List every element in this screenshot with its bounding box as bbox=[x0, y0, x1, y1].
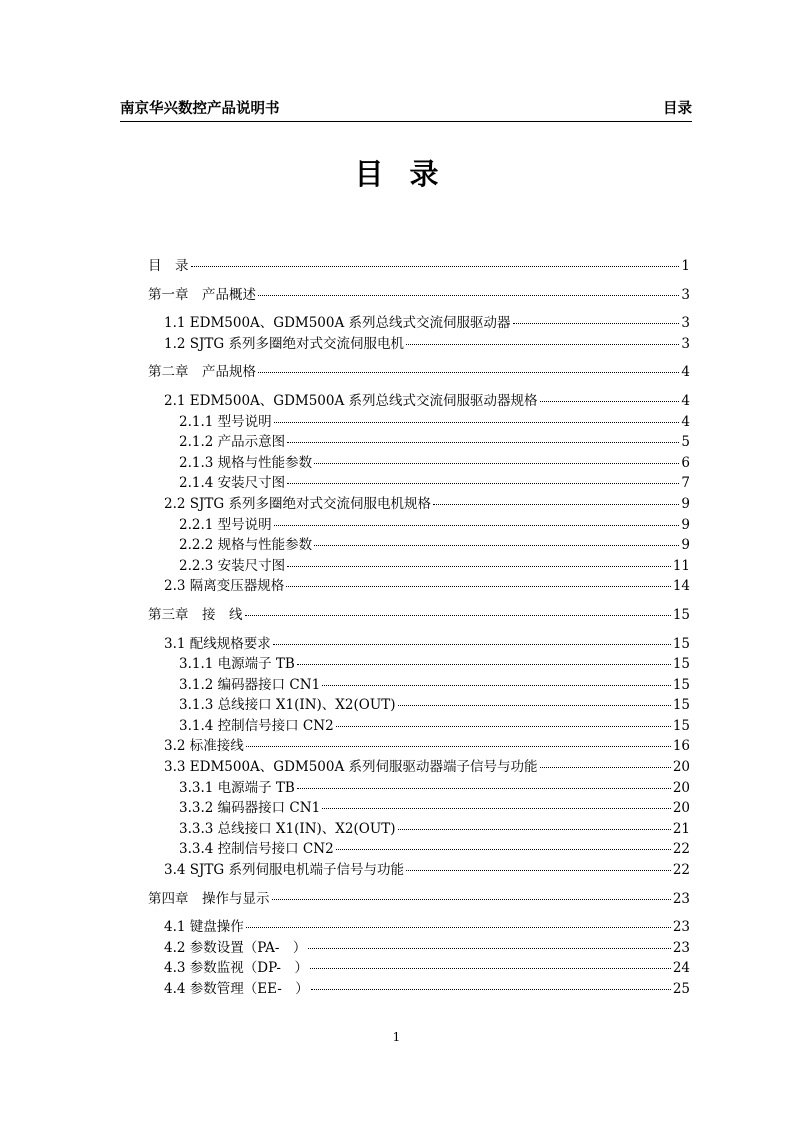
toc-entry[interactable] bbox=[148, 839, 690, 860]
toc-entry-page: 25 bbox=[672, 981, 690, 997]
toc-entry[interactable] bbox=[148, 979, 690, 1000]
toc-entry-label: 3.1 配线规格要求 bbox=[164, 635, 271, 652]
toc-leader-dots bbox=[297, 788, 671, 789]
toc-entry-page: 6 bbox=[681, 454, 690, 471]
toc-entry-label: 3.3.2 编码器接口 CN1 bbox=[179, 800, 321, 817]
toc-entry-page: 20 bbox=[672, 800, 690, 817]
toc-leader-dots bbox=[286, 586, 671, 587]
toc-entry[interactable] bbox=[148, 313, 690, 334]
toc-leader-dots bbox=[406, 870, 671, 871]
toc-entry-page: 9 bbox=[681, 516, 690, 533]
toc-entry[interactable] bbox=[148, 634, 690, 655]
toc-leader-dots bbox=[287, 442, 679, 443]
toc-entry-page: 16 bbox=[672, 738, 690, 755]
toc-entry[interactable] bbox=[148, 473, 690, 494]
toc-entry-page: 23 bbox=[672, 919, 690, 936]
toc-entry-page: 4 bbox=[681, 392, 690, 409]
toc-entry-label: 2.2.3 安装尺寸图 bbox=[179, 557, 286, 574]
toc-entry-label: 3.3.3 总线接口 X1(IN)、X2(OUT) bbox=[179, 820, 396, 837]
toc-entry[interactable] bbox=[148, 256, 690, 277]
toc-entry[interactable] bbox=[148, 391, 690, 412]
toc-entry-label: 2.2 SJTG 系列多圈绝对式交流伺服电机规格 bbox=[164, 495, 432, 512]
toc-entry-page: 4 bbox=[681, 364, 690, 381]
toc-entry[interactable] bbox=[148, 778, 690, 799]
header-document-title: 南京华兴数控产品说明书 bbox=[120, 101, 280, 117]
toc-leader-dots bbox=[274, 525, 680, 526]
toc-leader-dots bbox=[246, 927, 671, 928]
toc-entry[interactable] bbox=[148, 515, 690, 536]
toc-leader-dots bbox=[398, 705, 671, 706]
toc-entry-label: 第二章 产品规格 bbox=[148, 364, 256, 381]
toc-entry[interactable] bbox=[148, 605, 690, 626]
toc-entry-label: 3.3.4 控制信号接口 CN2 bbox=[179, 841, 334, 858]
toc-leader-dots bbox=[322, 808, 671, 809]
toc-entry-page: 1 bbox=[681, 258, 690, 274]
toc-entry[interactable] bbox=[148, 860, 690, 881]
toc-entry-page: 9 bbox=[681, 495, 690, 512]
toc-entry[interactable] bbox=[148, 453, 690, 474]
toc-leader-dots bbox=[273, 644, 671, 645]
toc-entry-label: 4.2 参数设置（PA- ） bbox=[164, 939, 307, 956]
toc-leader-dots bbox=[191, 266, 680, 267]
toc-entry-page: 5 bbox=[681, 434, 690, 451]
toc-entry-label: 1.1 EDM500A、GDM500A 系列总线式交流伺服驱动器 bbox=[164, 315, 511, 332]
toc-entry[interactable] bbox=[148, 412, 690, 433]
toc-entry-label: 3.3 EDM500A、GDM500A 系列伺服驱动器端子信号与功能 bbox=[164, 759, 538, 776]
toc-leader-dots bbox=[513, 323, 680, 324]
toc-entry-label: 2.1.3 规格与性能参数 bbox=[179, 454, 313, 471]
toc-leader-dots bbox=[272, 899, 671, 900]
toc-entry-label: 2.1.1 型号说明 bbox=[179, 413, 272, 430]
table-of-contents bbox=[148, 256, 690, 1000]
toc-entry-label: 第四章 操作与显示 bbox=[148, 890, 270, 907]
toc-entry-page: 21 bbox=[672, 820, 690, 837]
toc-entry-page: 3 bbox=[681, 286, 690, 303]
page-title: 目录 bbox=[354, 157, 465, 191]
toc-entry-page: 20 bbox=[672, 759, 690, 776]
toc-leader-dots bbox=[246, 746, 671, 747]
toc-entry-label: 3.1.1 电源端子 TB bbox=[179, 656, 295, 673]
toc-entry[interactable] bbox=[148, 695, 690, 716]
toc-entry[interactable] bbox=[148, 334, 690, 355]
toc-leader-dots bbox=[308, 948, 670, 949]
toc-entry-page: 3 bbox=[681, 335, 690, 352]
toc-leader-dots bbox=[540, 401, 680, 402]
toc-leader-dots bbox=[398, 829, 671, 830]
page-header bbox=[120, 92, 692, 122]
toc-entry[interactable] bbox=[148, 757, 690, 778]
toc-entry-label: 4.4 参数管理（EE- ） bbox=[164, 981, 309, 997]
toc-entry-page: 23 bbox=[672, 890, 690, 907]
toc-leader-dots bbox=[336, 726, 671, 727]
toc-entry-label: 1.2 SJTG 系列多圈绝对式交流伺服电机 bbox=[164, 335, 405, 352]
toc-entry[interactable] bbox=[148, 556, 690, 577]
toc-entry-label: 目 录 bbox=[148, 258, 189, 274]
toc-entry-page: 15 bbox=[672, 697, 690, 714]
toc-entry-page: 4 bbox=[681, 413, 690, 430]
toc-entry[interactable] bbox=[148, 285, 690, 306]
header-section-title: 目录 bbox=[663, 101, 692, 117]
toc-entry[interactable] bbox=[148, 432, 690, 453]
toc-entry-label: 4.1 键盘操作 bbox=[164, 919, 244, 936]
toc-entry-page: 15 bbox=[672, 656, 690, 673]
toc-leader-dots bbox=[274, 422, 680, 423]
toc-leader-dots bbox=[406, 344, 679, 345]
toc-leader-dots bbox=[314, 463, 679, 464]
toc-entry[interactable] bbox=[148, 716, 690, 737]
toc-leader-dots bbox=[287, 483, 679, 484]
toc-entry-page: 22 bbox=[672, 862, 690, 879]
toc-leader-dots bbox=[297, 664, 671, 665]
toc-entry[interactable] bbox=[148, 654, 690, 675]
toc-entry-label: 2.3 隔离变压器规格 bbox=[164, 578, 285, 595]
toc-entry-label: 3.1.2 编码器接口 CN1 bbox=[179, 676, 321, 693]
toc-entry-label: 2.2.2 规格与性能参数 bbox=[179, 537, 313, 554]
toc-entry-label: 2.1.2 产品示意图 bbox=[179, 434, 286, 451]
toc-entry-page: 11 bbox=[672, 557, 690, 574]
toc-entry-page: 15 bbox=[672, 606, 690, 623]
toc-entry-page: 15 bbox=[672, 635, 690, 652]
toc-entry-label: 3.2 标准接线 bbox=[164, 738, 244, 755]
toc-entry[interactable] bbox=[148, 798, 690, 819]
toc-entry-label: 2.1.4 安装尺寸图 bbox=[179, 475, 286, 492]
toc-entry-page: 15 bbox=[672, 717, 690, 734]
toc-entry[interactable] bbox=[148, 889, 690, 910]
toc-entry[interactable] bbox=[148, 675, 690, 696]
toc-entry-page: 3 bbox=[681, 315, 690, 332]
toc-entry[interactable] bbox=[148, 938, 690, 959]
toc-leader-dots bbox=[245, 615, 671, 616]
toc-entry-page: 20 bbox=[672, 779, 690, 796]
toc-entry-page: 14 bbox=[672, 578, 690, 595]
toc-entry-label: 4.3 参数监视（DP- ） bbox=[164, 960, 308, 977]
toc-entry-label: 2.1 EDM500A、GDM500A 系列总线式交流伺服驱动器规格 bbox=[164, 392, 538, 409]
toc-entry-label: 第一章 产品概述 bbox=[148, 286, 256, 303]
toc-leader-dots bbox=[311, 989, 671, 990]
toc-entry-label: 第三章 接 线 bbox=[148, 606, 243, 623]
toc-leader-dots bbox=[258, 295, 679, 296]
toc-leader-dots bbox=[287, 566, 671, 567]
toc-entry[interactable] bbox=[148, 362, 690, 383]
toc-entry-page: 9 bbox=[681, 537, 690, 554]
toc-leader-dots bbox=[540, 767, 671, 768]
toc-entry[interactable] bbox=[148, 494, 690, 515]
toc-entry-page: 22 bbox=[672, 841, 690, 858]
toc-entry-label: 3.4 SJTG 系列伺服电机端子信号与功能 bbox=[164, 862, 405, 879]
toc-leader-dots bbox=[310, 968, 671, 969]
toc-entry-page: 24 bbox=[672, 960, 690, 977]
toc-leader-dots bbox=[433, 504, 679, 505]
toc-entry[interactable] bbox=[148, 958, 690, 979]
toc-leader-dots bbox=[322, 685, 671, 686]
toc-leader-dots bbox=[258, 372, 679, 373]
toc-entry-label: 3.1.4 控制信号接口 CN2 bbox=[179, 717, 334, 734]
toc-entry-label: 3.3.1 电源端子 TB bbox=[179, 779, 295, 796]
toc-entry[interactable] bbox=[148, 819, 690, 840]
toc-leader-dots bbox=[336, 849, 671, 850]
toc-entry[interactable] bbox=[148, 535, 690, 556]
toc-entry[interactable] bbox=[148, 576, 690, 597]
toc-leader-dots bbox=[314, 545, 679, 546]
page-number: 1 bbox=[392, 1030, 401, 1044]
toc-entry[interactable] bbox=[148, 917, 690, 938]
toc-entry-label: 3.1.3 总线接口 X1(IN)、X2(OUT) bbox=[179, 697, 396, 714]
toc-entry-page: 7 bbox=[681, 475, 690, 492]
toc-entry-page: 23 bbox=[672, 939, 690, 956]
toc-entry-label: 2.2.1 型号说明 bbox=[179, 516, 272, 533]
toc-entry[interactable] bbox=[148, 736, 690, 757]
toc-entry-page: 15 bbox=[672, 676, 690, 693]
